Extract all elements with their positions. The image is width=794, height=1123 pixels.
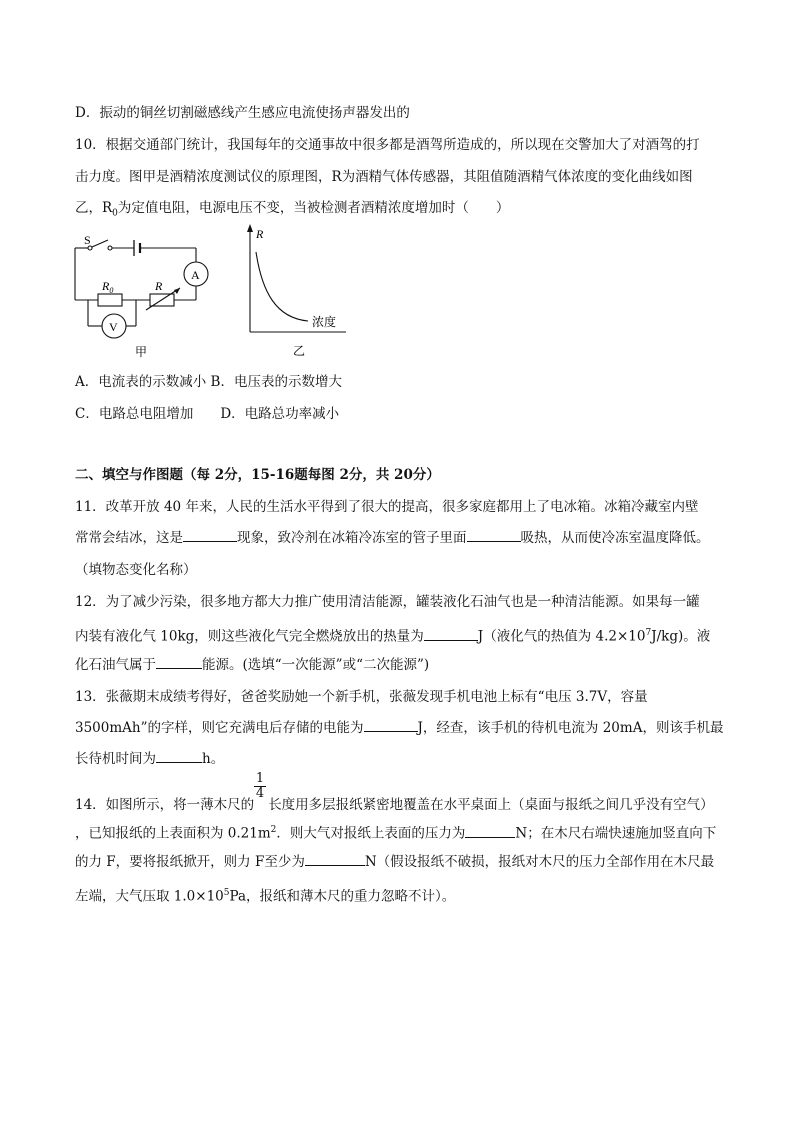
q13-line-1: 13．张薇期末成绩考得好，爸爸奖励她一个新手机，张薇发现手机电池上标有“电压 3.7V，容量 (75, 689, 648, 705)
q12-blank-2[interactable] (156, 656, 202, 669)
q14-line-3: 的力 F，要将报纸掀开，则力 F至少为 N（假设报纸不破损，报纸对木尺的压力全部作用在木尺最 (75, 854, 715, 870)
r-label: R (155, 279, 163, 293)
resistance-curve-yi (238, 222, 358, 362)
q10-line-3-b: 为定值电阻，电源电压不变，当被检测者酒精浓度增加时（ ） (117, 200, 510, 216)
q11-blank-1[interactable] (183, 529, 237, 542)
curve-x-label: 浓度 (312, 315, 337, 329)
q10-line-3-sub: 0 (112, 208, 118, 219)
q10-line-2: 击力度。图甲是酒精浓度测试仪的原理图，R为酒精气体传感器，其阻值随酒精气体浓度的变化曲线如图 (75, 169, 693, 185)
q10-option-ab: A．电流表的示数减小 B．电压表的示数增大 (75, 374, 342, 390)
r0-label: $R_0$ (102, 279, 114, 295)
figure-yi-caption: 乙 (293, 344, 306, 358)
figure-jia-caption: 甲 (135, 345, 148, 359)
q11-line-1: 11．改革开放 40 年来，人民的生活水平得到了很大的提高，很多家庭都用上了电冰箱。冰箱冷藏室内壁 (75, 499, 699, 515)
q11-line-3: （填物态变化名称） (75, 562, 197, 578)
curve-y-label: R (256, 227, 264, 241)
q10-line-3-a: 乙，R (75, 200, 113, 216)
switch-label: S (84, 233, 91, 247)
ammeter-label: A (191, 268, 200, 282)
q14-line-4: 左端，大气压取 $1.0\times 10^5Pa$，报纸和薄木尺的重力忽略不计）。 (75, 888, 456, 905)
q14-line-2: ，已知报纸的上表面积为 $0.21m^2$．则大气对报纸上表面的压力为 N；在木尺右端快速施加竖直向下 (75, 825, 717, 842)
voltmeter-label: V (109, 320, 118, 334)
q13-line-2: 3500mAh”的字样，则它充满电后存储的电能为 J，经查，该手机的待机电流为 20mA，则该手机最 (75, 720, 724, 736)
q14-blank-1[interactable] (465, 825, 515, 838)
q10-line-3 (75, 199, 509, 223)
q12-line-2: 内装有液化气 10kg，则这些液化气完全燃烧放出的热量为 J（液化气的热值为 $4.2\times 10^7J/kg$)。液 (75, 628, 711, 645)
q12-line-3: 化石油气属于 能源。(选填“一次能源”或“二次能源”) (75, 657, 430, 673)
q11-line-2: 常常会结冰，这是 现象，致冷剂在冰箱冷冻室的管子里面 吸热，从而使冷冻室温度降低。 (75, 530, 710, 546)
q12-line-1: 12．为了减少污染，很多地方都大力推广使用清洁能源，罐装液化石油气也是一种清洁能源。如果每一罐 (75, 594, 700, 610)
q13-blank-1[interactable] (364, 719, 418, 732)
q11-blank-2[interactable] (467, 529, 521, 542)
q14-line-1: 14．如图所示，将一薄木尺的 长度用多层报纸紧密地覆盖在水平桌面上（桌面与报纸之间几乎没有空气） (75, 797, 714, 813)
q12-blank-1[interactable] (424, 628, 478, 641)
q14-fraction-one-quarter: $\frac{1}{4}$ (255, 771, 265, 801)
q10-line-1: 10．根据交通部门统计，我国每年的交通事故中很多都是酒驾所造成的，所以现在交警加大了对酒驾的打 (75, 137, 700, 153)
q13-blank-2[interactable] (156, 750, 202, 763)
q13-line-3: 长待机时间为 h。 (75, 751, 225, 767)
q14-blank-2[interactable] (305, 853, 365, 866)
q10-option-cd: C．电路总电阻增加 D．电路总功率减小 (75, 406, 340, 422)
circuit-diagram-jia (70, 228, 215, 363)
q9-option-d: D．振动的铜丝切割磁感线产生感应电流使扬声器发出的 (75, 105, 410, 121)
section-2-title: 二、填空与作图题（每 2分，15-16题每图 2分，共 20分） (75, 467, 440, 483)
